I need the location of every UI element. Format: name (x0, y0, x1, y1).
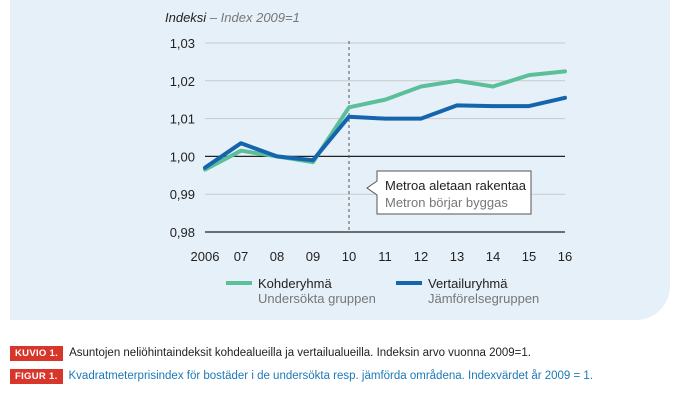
annotation-box (367, 171, 531, 214)
caption-fi-text: Asuntojen neliöhintaindeksit kohdealueilla ja vertailualueilla. Indeksin arvo vuonna 2009=1. (69, 347, 531, 359)
legend-label-vertailuryhma: Vertailuryhmä (428, 276, 508, 291)
annotation-text-sv: Metron börjar byggas (385, 195, 508, 210)
x-tick-labels (191, 249, 573, 264)
y-tick-label: 1,02 (169, 73, 195, 89)
x-tick-label: 15 (521, 249, 537, 264)
chart-title-sv: Index 2009=1 (220, 10, 300, 25)
caption-sv-text: Kvadratmeterprisindex för bostäder i de undersökta resp. jämförda områdena. Indexvärdet år 2009 = 1. (68, 370, 594, 382)
legend-label-vertailuryhma-sv: Jämförelsegruppen (428, 291, 540, 306)
y-tick-label: 1,01 (169, 111, 195, 127)
legend-item-kohderyhma (226, 276, 376, 306)
x-tick-label: 08 (269, 249, 285, 264)
legend-item-vertailuryhma (396, 276, 539, 306)
x-tick-label: 11 (378, 249, 392, 264)
x-tick-label: 12 (413, 249, 429, 264)
x-tick-label: 16 (557, 249, 573, 264)
annotation-text-fi: Metroa aletaan rakentaa (385, 178, 526, 193)
chart-title-fi: Indeksi (165, 10, 207, 25)
x-tick-label: 14 (485, 249, 501, 264)
x-tick-label: 10 (341, 249, 357, 264)
y-tick-label: 1,03 (169, 36, 195, 51)
figure-captions (10, 345, 677, 391)
x-tick-label: 07 (233, 249, 249, 264)
legend (226, 276, 539, 306)
legend-label-kohderyhma-sv: Undersökta gruppen (258, 291, 376, 306)
y-tick-label: 1,00 (169, 149, 195, 165)
caption-sv-badge: FIGUR 1. (10, 369, 63, 384)
caption-fi-badge: KUVIO 1. (10, 346, 63, 361)
series-lines (205, 71, 565, 169)
series-line-vertailuryhma (205, 98, 565, 168)
x-tick-label: 09 (305, 249, 321, 264)
caption-fi (10, 345, 677, 361)
chart-title-separator: – (206, 10, 221, 25)
caption-sv (10, 368, 677, 384)
y-tick-label: 0,98 (169, 225, 195, 240)
y-tick-labels (170, 36, 195, 240)
y-tick-label: 0,99 (169, 187, 195, 203)
x-tick-label: 13 (449, 249, 465, 264)
x-tick-label: 2006 (190, 249, 220, 264)
chart-title (165, 10, 300, 25)
legend-label-kohderyhma: Kohderyhmä (258, 276, 332, 291)
